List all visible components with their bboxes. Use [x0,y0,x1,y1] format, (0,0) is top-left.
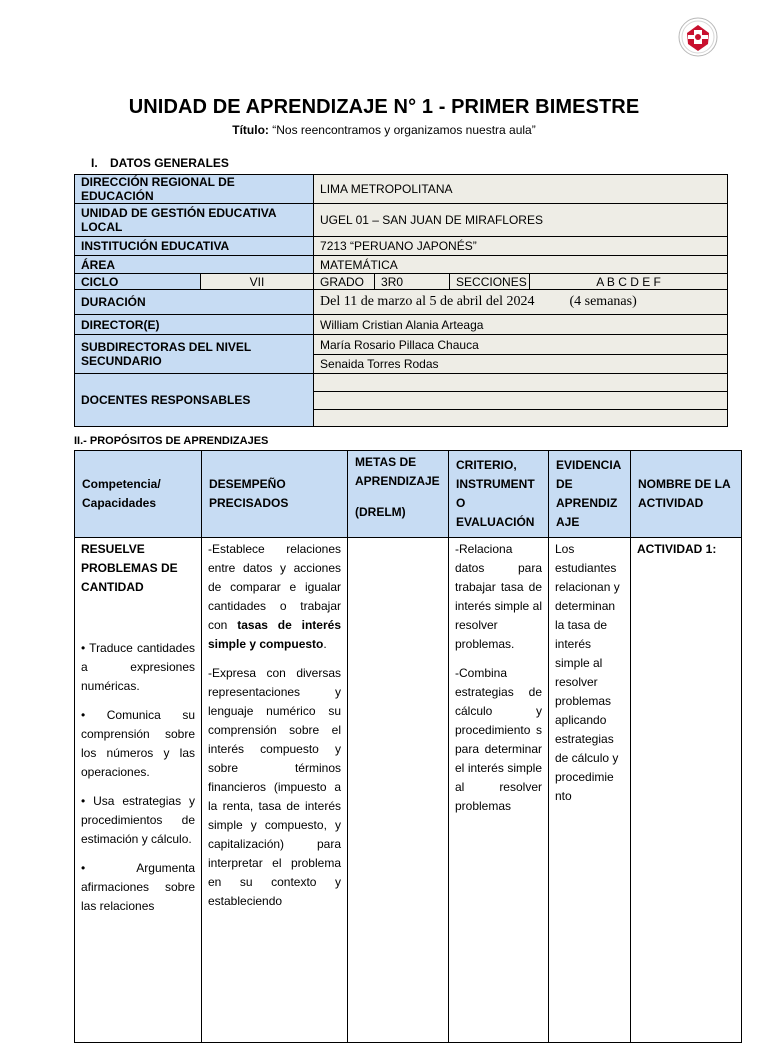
grado-label: GRADO [314,274,375,290]
datos-generales-table [74,174,728,427]
ciclo-label: CICLO [75,274,201,290]
section-1-title: DATOS GENERALES [110,156,229,170]
docentes-label: DOCENTES RESPONSABLES [75,374,314,427]
competencia-cell [75,538,202,1043]
page-title: UNIDAD DE APRENDIZAJE N° 1 - PRIMER BIMESTRE [128,96,640,118]
director-value: William Cristian Alania Arteaga [314,315,728,335]
subdirectora-2: Senaida Torres Rodas [314,355,728,374]
ciclo-value: VII [201,274,314,290]
section-1-heading [91,156,229,170]
header-competencia: Competencia/ Capacidades [75,451,202,538]
ugel-value: UGEL 01 – SAN JUAN DE MIRAFLORES [314,204,728,237]
header-metas-line1: METAS DE APRENDIZAJE [355,455,440,488]
criterio-2: -Combina estrategias de cálculo y procedimiento s para determinar el interés simple al resolver problemas [455,666,542,813]
page-subtitle [0,123,768,137]
capacidad-item: • Usa estrategias y procedimientos de estimación y cálculo. [81,794,195,846]
duracion-label: DURACIÓN [75,290,314,315]
docente-row-1 [314,374,728,392]
area-label: ÁREA [75,256,314,274]
evidencia-cell: Los estudiantes relacionan y determinan la tasa de interés simple al resolver problemas aplicando estrategias de cálculo y procedimie nto [549,538,631,1043]
docente-row-2 [314,392,728,410]
capacidad-item: • Traduce cantidades a expresiones numéricas. [81,641,195,693]
ie-label: INSTITUCIÓN EDUCATIVA [75,237,314,256]
competencia-title: RESUELVE PROBLEMAS DE CANTIDAD [81,542,178,594]
metas-cell [348,538,449,1043]
criterio-cell [449,538,549,1043]
subdirectora-1: María Rosario Pillaca Chauca [314,335,728,355]
school-crest-icon [677,16,719,58]
section-1-number: I. [91,156,98,170]
grado-value: 3R0 [375,274,450,290]
secciones-value: A B C D E F [530,274,728,290]
dre-label: DIRECCIÓN REGIONAL DE EDUCACIÓN [75,175,314,204]
secciones-label: SECCIONES [450,274,530,290]
propositos-table [74,450,742,1043]
desempeno-1-end: . [323,637,327,651]
section-2-heading: II.- PROPÓSITOS DE APRENDIZAJES [74,435,269,447]
header-nombre-actividad: NOMBRE DE LA ACTIVIDAD [631,451,742,538]
duracion-value: Del 11 de marzo al 5 de abril del 2024 (4 semanas) [314,290,728,315]
ie-value: 7213 “PERUANO JAPONÉS” [314,237,728,256]
capacidad-item: • Comunica su comprensión sobre los números y las operaciones. [81,708,195,779]
subdirectoras-label: SUBDIRECTORAS DEL NIVEL SECUNDARIO [75,335,314,374]
dre-value: LIMA METROPOLITANA [314,175,728,204]
header-desempeno: DESEMPEÑO PRECISADOS [202,451,348,538]
desempeno-1-text: -Establece relaciones entre datos y acciones de comparar e igualar cantidades o trabajar con [208,542,341,632]
desempeno-cell [202,538,348,1043]
desempeno-2: -Expresa con diversas representaciones y lenguaje numérico su comprensión sobre el interés compuesto y sobre términos financieros (impuesto a la renta, tasa de interés simple y compuesto, y capitalización) para interpretar el problema en su contexto y estableciendo [208,666,341,908]
ugel-label: UNIDAD DE GESTIÓN EDUCATIVA LOCAL [75,204,314,237]
header-evidencia: EVIDENCIA DE APRENDIZ AJE [549,451,631,538]
header-metas [348,451,449,538]
actividad-cell: ACTIVIDAD 1: [631,538,742,1043]
desempeno-1-bold: tasas de interés simple y compuesto [208,618,341,651]
capacidad-item: • Argumenta afirmaciones sobre las relaciones [81,861,195,913]
director-label: DIRECTOR(E) [75,315,314,335]
header-criterio: CRITERIO, INSTRUMENT O EVALUACIÓN [449,451,549,538]
criterio-1: -Relaciona datos para trabajar tasa de interés simple al resolver problemas. [455,542,542,651]
subtitle-text: “Nos reencontramos y organizamos nuestra aula” [268,123,536,137]
subtitle-label: Título: [232,123,269,137]
docente-row-3 [314,410,728,427]
area-value: MATEMÁTICA [314,256,728,274]
header-metas-line2: (DRELM) [355,505,406,519]
